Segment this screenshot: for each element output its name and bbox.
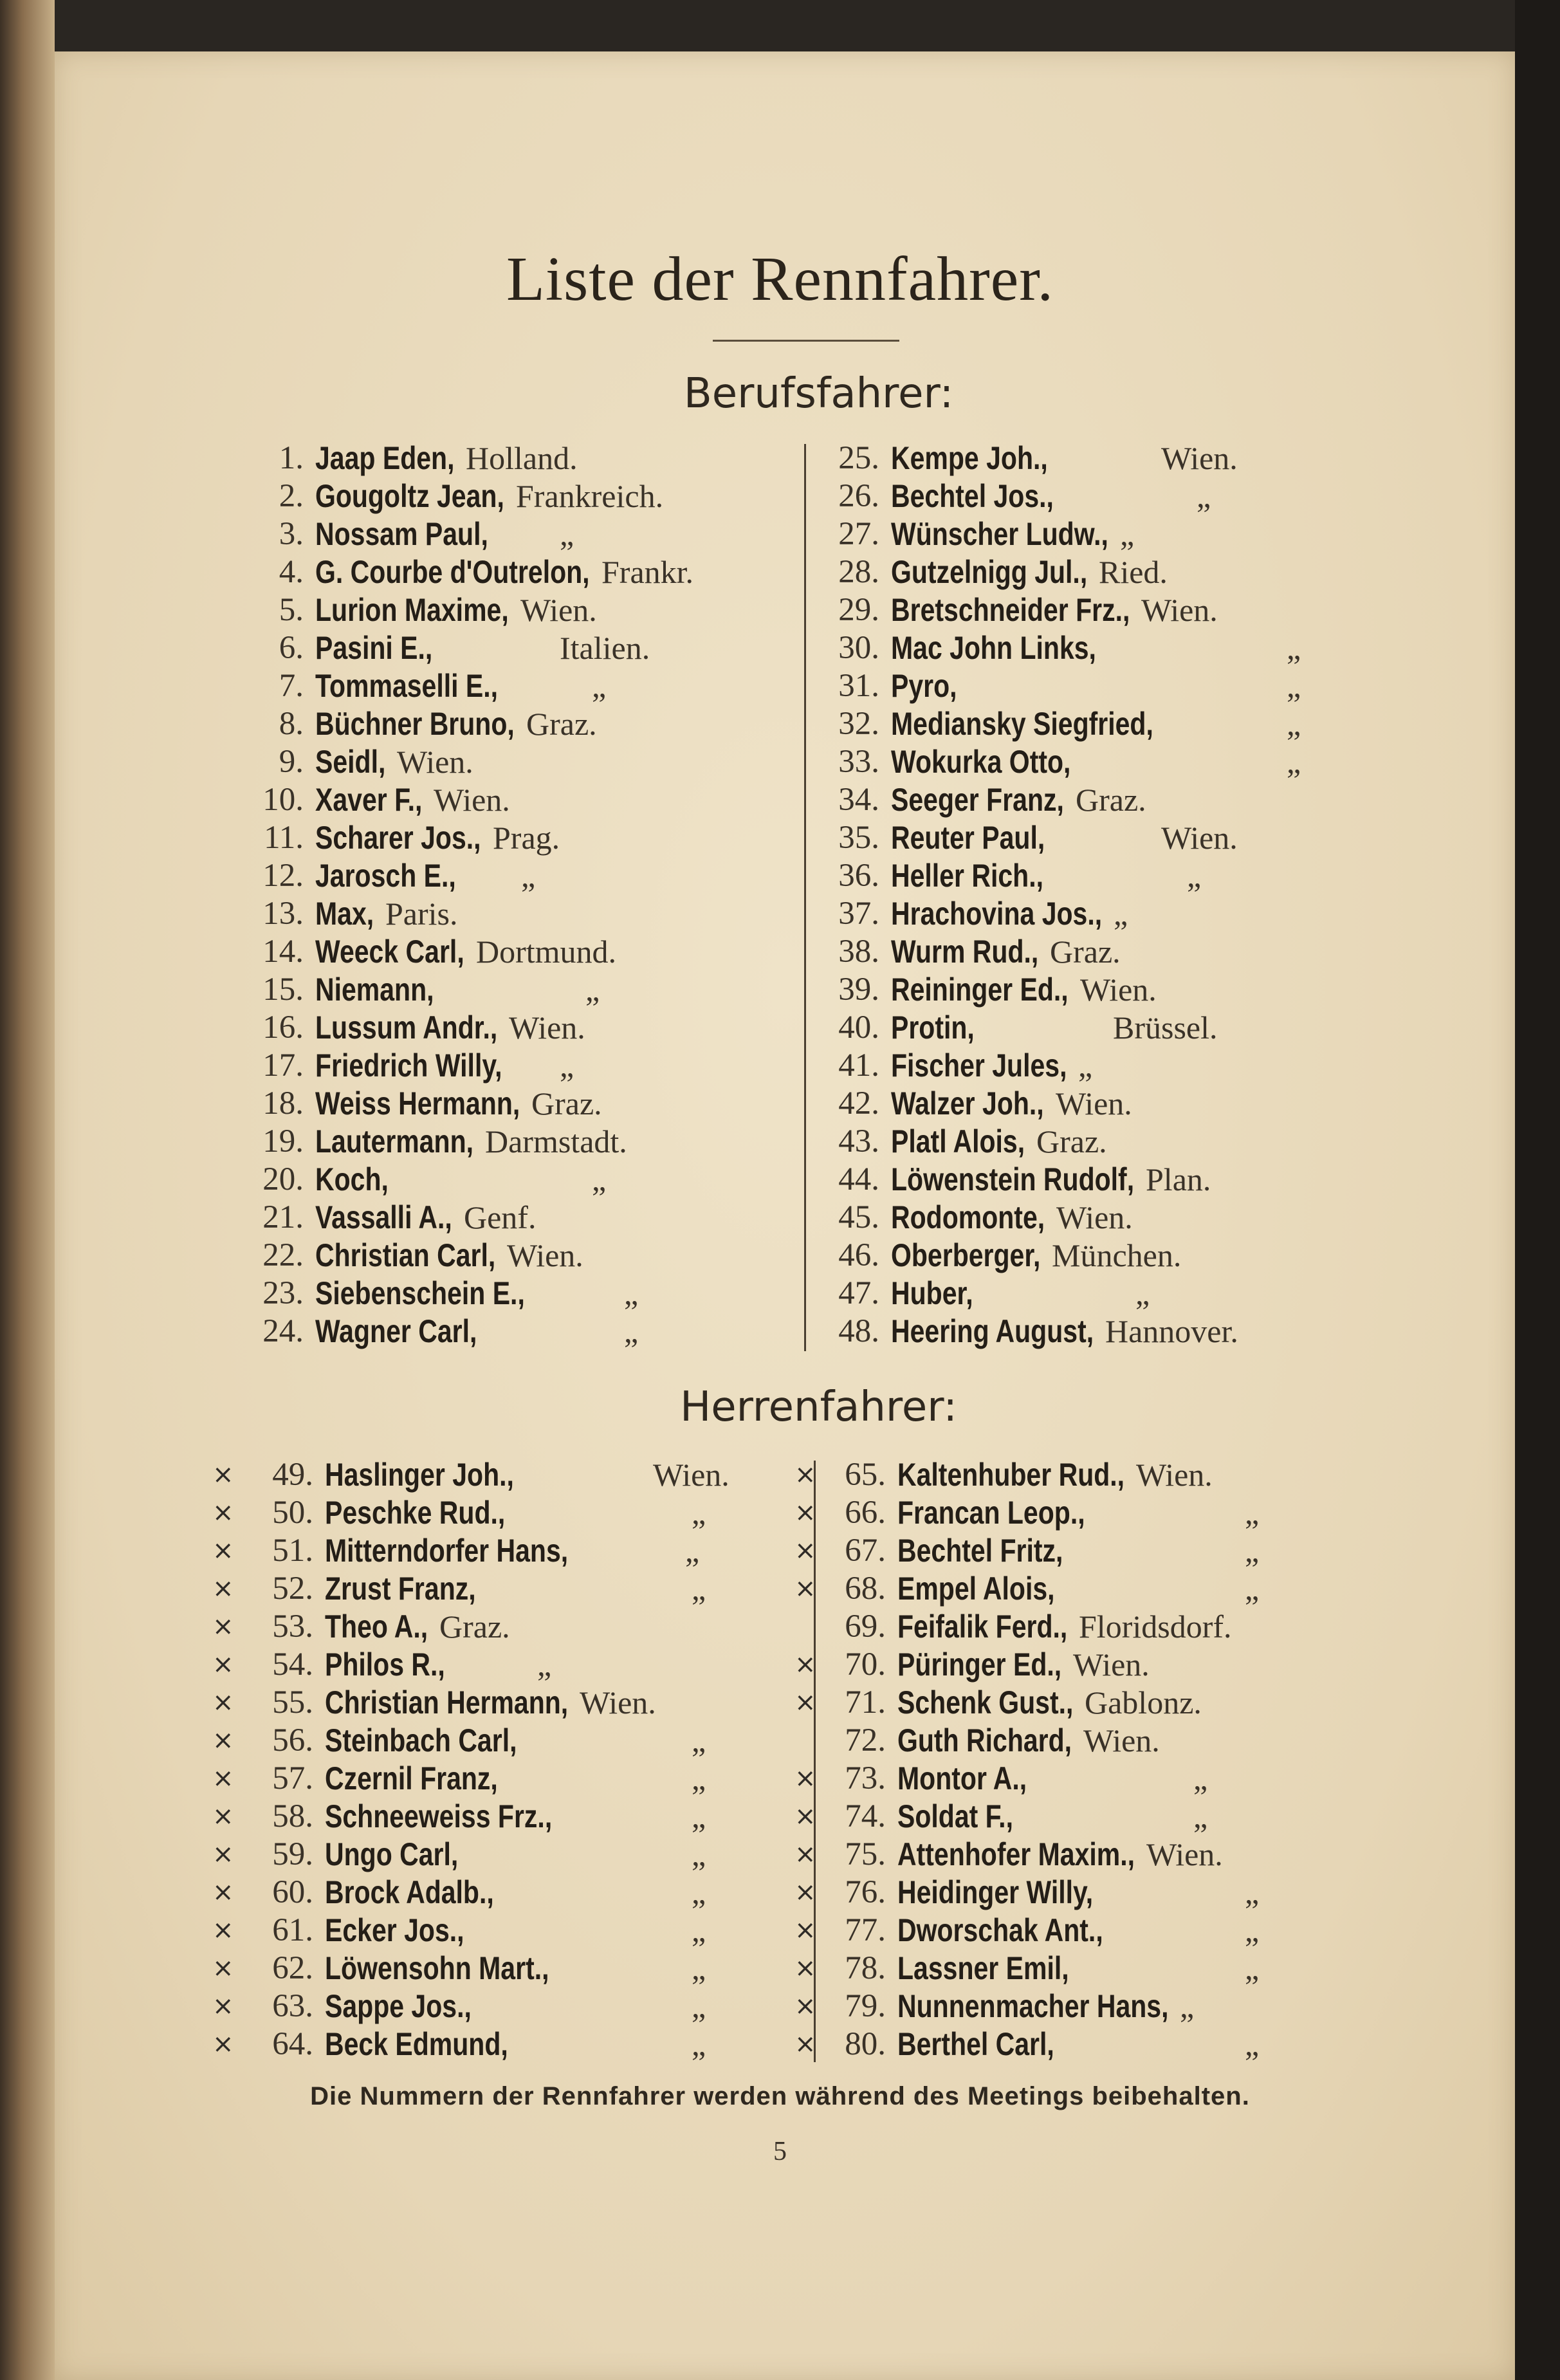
rider-location: Wien. xyxy=(1056,1085,1132,1121)
rider-location: Holland. xyxy=(466,440,578,476)
handwritten-check-mark: × xyxy=(212,1460,234,1490)
rider-name: Kaltenhuber Rud., xyxy=(897,1457,1125,1493)
rider-name: Max, xyxy=(315,896,374,932)
rider-number: 2. xyxy=(279,478,304,514)
handwritten-check-mark: × xyxy=(794,1991,816,2021)
handwritten-check-mark: × xyxy=(794,1764,816,1793)
rider-name: Christian Carl, xyxy=(315,1237,496,1273)
rider-location: Wien. xyxy=(1083,1722,1160,1758)
rider-name: Lurion Maxime, xyxy=(315,592,509,628)
rider-name: Theo A., xyxy=(325,1609,428,1645)
rider-number: 8. xyxy=(279,706,304,742)
handwritten-check-mark: × xyxy=(794,1802,816,1831)
rider-name: Jarosch E., xyxy=(315,858,456,894)
rider-location: „ xyxy=(560,1047,574,1084)
rider-number: 60. xyxy=(272,1874,313,1910)
rider-number: 22. xyxy=(262,1237,304,1273)
rider-location: „ xyxy=(692,1571,706,1607)
rider-name: Berthel Carl, xyxy=(897,2026,1054,2062)
rider-location: Wien. xyxy=(520,592,597,628)
rider-name: Walzer Joh., xyxy=(891,1085,1044,1121)
rider-location: Wien. xyxy=(653,1457,730,1493)
rider-location: „ xyxy=(692,1495,706,1531)
rider-name: Montor A., xyxy=(897,1760,1027,1796)
rider-location: Wien. xyxy=(580,1684,656,1720)
rider-number: 49. xyxy=(272,1457,313,1493)
rider-number: 71. xyxy=(845,1684,886,1720)
handwritten-check-mark: × xyxy=(794,1915,816,1945)
rider-name: Seidl, xyxy=(315,744,386,780)
rider-number: 18. xyxy=(262,1085,304,1121)
rider-number: 21. xyxy=(262,1199,304,1235)
rider-name: Philos R., xyxy=(325,1647,445,1683)
rider-location: „ xyxy=(1245,1912,1260,1948)
rider-number: 40. xyxy=(838,1010,879,1046)
rider-name: Rodomonte, xyxy=(891,1199,1045,1235)
rider-name: Gougoltz Jean, xyxy=(315,478,504,514)
rider-location: Graz. xyxy=(1050,934,1121,970)
rider-name: Attenhofer Maxim., xyxy=(897,1836,1135,1872)
rider-name: Francan Leop., xyxy=(897,1495,1085,1531)
rider-name: Guth Richard, xyxy=(897,1722,1072,1758)
rider-location: „ xyxy=(592,1161,607,1197)
rider-location: Genf. xyxy=(464,1199,537,1235)
handwritten-check-mark: × xyxy=(212,1688,234,1717)
scan-edge xyxy=(0,0,58,2380)
rider-location: Graz. xyxy=(1076,782,1146,818)
rider-name: Koch, xyxy=(315,1161,389,1197)
rider-number: 10. xyxy=(262,782,304,818)
rider-number: 57. xyxy=(272,1760,313,1796)
rider-name: Czernil Franz, xyxy=(325,1760,498,1796)
scan-background xyxy=(55,0,1515,51)
rider-location: Gablonz. xyxy=(1085,1684,1202,1720)
rider-location: „ xyxy=(1287,744,1301,780)
rider-name: Feifalik Ferd., xyxy=(897,1609,1068,1645)
rider-name: Beck Edmund, xyxy=(325,2026,508,2062)
rider-number: 35. xyxy=(838,820,879,856)
rider-name: Püringer Ed., xyxy=(897,1647,1062,1683)
rider-number: 78. xyxy=(845,1950,886,1986)
handwritten-check-mark: × xyxy=(212,1536,234,1565)
rider-name: Sappe Jos., xyxy=(325,1988,472,2024)
rider-location: „ xyxy=(1180,1988,1195,2024)
rider-number: 37. xyxy=(838,896,879,932)
rider-name: Nunnenmacher Hans, xyxy=(897,1988,1169,2024)
handwritten-check-mark: × xyxy=(794,1953,816,1983)
rider-name: Friedrich Willy, xyxy=(315,1047,502,1084)
rider-number: 16. xyxy=(262,1010,304,1046)
rider-location: Wien. xyxy=(1141,592,1218,628)
rider-name: Haslinger Joh., xyxy=(325,1457,514,1493)
rider-location: Wien. xyxy=(1161,440,1238,476)
rider-name: Mediansky Siegfried, xyxy=(891,706,1153,742)
rider-location: Italien. xyxy=(560,630,650,666)
rider-location: „ xyxy=(1245,1874,1260,1910)
section-heading-amateurs: Herrenfahrer: xyxy=(680,1383,957,1431)
rider-number: 59. xyxy=(272,1836,313,1872)
rider-location: Frankr. xyxy=(601,554,694,590)
rider-location: „ xyxy=(692,1950,706,1986)
rider-name: Lautermann, xyxy=(315,1123,474,1159)
rider-location: Ried. xyxy=(1099,554,1168,590)
handwritten-check-mark: × xyxy=(212,1802,234,1831)
rider-location: Wien. xyxy=(1056,1199,1133,1235)
rider-name: Platl Alois, xyxy=(891,1123,1025,1159)
rider-number: 67. xyxy=(845,1533,886,1569)
handwritten-check-mark: × xyxy=(212,1650,234,1679)
rider-number: 27. xyxy=(838,516,879,552)
rider-location: „ xyxy=(692,1874,706,1910)
rider-location: „ xyxy=(692,1798,706,1834)
rider-number: 3. xyxy=(279,516,304,552)
rider-name: Büchner Bruno, xyxy=(315,706,515,742)
rider-number: 30. xyxy=(838,630,879,666)
rider-location: „ xyxy=(685,1533,700,1569)
rider-number: 54. xyxy=(272,1647,313,1683)
rider-name: Ecker Jos., xyxy=(325,1912,464,1948)
rider-number: 24. xyxy=(262,1313,304,1349)
rider-name: Heering August, xyxy=(891,1313,1094,1349)
rider-name: Löwenstein Rudolf, xyxy=(891,1161,1135,1197)
rider-location: Wien. xyxy=(509,1010,585,1046)
rider-number: 26. xyxy=(838,478,879,514)
rider-number: 15. xyxy=(262,972,304,1008)
rider-location: „ xyxy=(1187,858,1202,894)
rider-name: Kempe Joh., xyxy=(891,440,1048,476)
rider-location: „ xyxy=(692,1912,706,1948)
rider-name: Gutzelnigg Jul., xyxy=(891,554,1088,590)
handwritten-check-mark: × xyxy=(794,1650,816,1679)
rider-number: 48. xyxy=(838,1313,879,1349)
rider-number: 11. xyxy=(264,820,304,856)
rider-number: 38. xyxy=(838,934,879,970)
rider-number: 50. xyxy=(272,1495,313,1531)
rider-number: 36. xyxy=(838,858,879,894)
rider-name: Wokurka Otto, xyxy=(891,744,1071,780)
rider-number: 17. xyxy=(262,1047,304,1084)
rider-number: 72. xyxy=(845,1722,886,1758)
handwritten-check-mark: × xyxy=(794,1877,816,1907)
handwritten-check-mark: × xyxy=(212,1915,234,1945)
rider-location: Hannover. xyxy=(1105,1313,1238,1349)
rider-name: Empel Alois, xyxy=(897,1571,1055,1607)
rider-name: Pasini E., xyxy=(315,630,433,666)
rider-number: 23. xyxy=(262,1275,304,1311)
rider-number: 61. xyxy=(272,1912,313,1948)
handwritten-check-mark: × xyxy=(794,2029,816,2059)
rider-number: 6. xyxy=(279,630,304,666)
rider-number: 62. xyxy=(272,1950,313,1986)
rider-location: Wien. xyxy=(397,744,473,780)
rider-location: „ xyxy=(521,858,536,894)
rider-number: 58. xyxy=(272,1798,313,1834)
rider-name: Nossam Paul, xyxy=(315,516,488,552)
rider-number: 56. xyxy=(272,1722,313,1758)
rider-name: Brock Adalb., xyxy=(325,1874,494,1910)
rider-location: Wien. xyxy=(1080,972,1157,1008)
handwritten-check-mark: × xyxy=(212,1574,234,1603)
handwritten-check-mark: × xyxy=(212,1612,234,1641)
rider-location: „ xyxy=(692,2026,706,2062)
rider-number: 28. xyxy=(838,554,879,590)
page-number: 5 xyxy=(773,2137,787,2166)
rider-location: Plan. xyxy=(1146,1161,1211,1197)
rider-number: 79. xyxy=(845,1988,886,2024)
rider-name: Wurm Rud., xyxy=(891,934,1039,970)
rider-name: Lussum Andr., xyxy=(315,1010,498,1046)
handwritten-check-mark: × xyxy=(794,1460,816,1490)
rider-number: 63. xyxy=(272,1988,313,2024)
rider-number: 1. xyxy=(279,440,304,476)
rider-name: Wagner Carl, xyxy=(315,1313,477,1349)
rider-location: München. xyxy=(1052,1237,1182,1273)
rider-location: „ xyxy=(1287,630,1301,666)
page-title: Liste der Rennfahrer. xyxy=(506,244,1054,314)
title-divider xyxy=(713,340,899,342)
rider-location: „ xyxy=(1193,1798,1208,1834)
rider-location: Graz. xyxy=(1036,1123,1107,1159)
rider-location: „ xyxy=(692,1988,706,2024)
rider-name: Heller Rich., xyxy=(891,858,1043,894)
rider-number: 55. xyxy=(272,1684,313,1720)
rider-number: 65. xyxy=(845,1457,886,1493)
rider-name: Steinbach Carl, xyxy=(325,1722,517,1758)
rider-location: „ xyxy=(1245,2026,1260,2062)
rider-location: „ xyxy=(1287,668,1301,704)
rider-name: Oberberger, xyxy=(891,1237,1041,1273)
rider-location: Wien. xyxy=(434,782,510,818)
rider-location: „ xyxy=(592,668,607,704)
rider-location: Brüssel. xyxy=(1113,1010,1218,1046)
section-heading-professionals: Berufsfahrer: xyxy=(683,370,954,418)
rider-number: 74. xyxy=(845,1798,886,1834)
rider-location: Wien. xyxy=(1073,1647,1150,1683)
rider-name: G. Courbe d'Outrelon, xyxy=(315,554,590,590)
rider-name: Zrust Franz, xyxy=(325,1571,476,1607)
handwritten-check-mark: × xyxy=(212,1498,234,1527)
rider-location: „ xyxy=(1120,516,1135,552)
rider-name: Weeck Carl, xyxy=(315,934,464,970)
rider-number: 51. xyxy=(272,1533,313,1569)
rider-location: „ xyxy=(1245,1533,1260,1569)
rider-name: Protin, xyxy=(891,1010,975,1046)
rider-name: Tommaselli E., xyxy=(315,668,499,704)
handwritten-check-mark: × xyxy=(212,1840,234,1869)
rider-location: Dortmund. xyxy=(476,934,617,970)
rider-location: Wien. xyxy=(1136,1457,1213,1493)
rider-name: Ungo Carl, xyxy=(325,1836,459,1872)
rider-number: 68. xyxy=(845,1571,886,1607)
rider-number: 53. xyxy=(272,1609,313,1645)
rider-name: Seeger Franz, xyxy=(891,782,1064,818)
rider-name: Christian Hermann, xyxy=(325,1684,569,1720)
handwritten-check-mark: × xyxy=(794,1840,816,1869)
handwritten-check-mark: × xyxy=(794,1498,816,1527)
rider-number: 31. xyxy=(838,668,879,704)
rider-name: Mac John Links, xyxy=(891,630,1096,666)
handwritten-check-mark: × xyxy=(212,1726,234,1755)
rider-location: „ xyxy=(537,1647,552,1683)
rider-name: Dworschak Ant., xyxy=(897,1912,1103,1948)
handwritten-check-mark: × xyxy=(212,1764,234,1793)
rider-number: 20. xyxy=(262,1161,304,1197)
rider-number: 5. xyxy=(279,592,304,628)
rider-number: 77. xyxy=(845,1912,886,1948)
rider-number: 52. xyxy=(272,1571,313,1607)
rider-name: Jaap Eden, xyxy=(315,440,455,476)
rider-number: 70. xyxy=(845,1647,886,1683)
rider-number: 66. xyxy=(845,1495,886,1531)
rider-number: 33. xyxy=(838,744,879,780)
rider-number: 9. xyxy=(279,744,304,780)
rider-location: Prag. xyxy=(493,820,560,856)
rider-name: Peschke Rud., xyxy=(325,1495,506,1531)
rider-number: 19. xyxy=(262,1123,304,1159)
scan-background-right xyxy=(1515,0,1560,2380)
rider-number: 64. xyxy=(272,2026,313,2062)
rider-location: „ xyxy=(560,516,574,552)
rider-location: „ xyxy=(624,1275,639,1311)
rider-location: Paris. xyxy=(385,896,458,932)
rider-number: 73. xyxy=(845,1760,886,1796)
rider-name: Pyro, xyxy=(891,668,957,704)
rider-name: Lassner Emil, xyxy=(897,1950,1069,1986)
rider-name: Hrachovina Jos., xyxy=(891,896,1103,932)
rider-location: „ xyxy=(692,1722,706,1758)
rider-name: Fischer Jules, xyxy=(891,1047,1067,1084)
rider-number: 13. xyxy=(262,896,304,932)
rider-location: „ xyxy=(1197,478,1211,514)
rider-name: Reuter Paul, xyxy=(891,820,1045,856)
rider-number: 29. xyxy=(838,592,879,628)
rider-number: 47. xyxy=(838,1275,879,1311)
rider-name: Schneeweiss Frz., xyxy=(325,1798,553,1834)
rider-number: 25. xyxy=(838,440,879,476)
rider-location: Wien. xyxy=(507,1237,583,1273)
rider-location: „ xyxy=(1287,706,1301,742)
rider-number: 41. xyxy=(838,1047,879,1084)
rider-location: Graz. xyxy=(526,706,597,742)
rider-location: „ xyxy=(1078,1047,1093,1084)
footnote: Die Nummern der Rennfahrer werden während des Meetings beibehalten. xyxy=(310,2082,1250,2110)
rider-name: Vassalli A., xyxy=(315,1199,452,1235)
rider-name: Wünscher Ludw., xyxy=(891,516,1108,552)
rider-location: Darmstadt. xyxy=(485,1123,627,1159)
rider-name: Siebenschein E., xyxy=(315,1275,525,1311)
rider-number: 34. xyxy=(838,782,879,818)
rider-name: Bechtel Fritz, xyxy=(897,1533,1063,1569)
handwritten-check-mark: × xyxy=(212,1953,234,1983)
rider-location: „ xyxy=(1135,1275,1150,1311)
rider-name: Reininger Ed., xyxy=(891,972,1069,1008)
rider-number: 14. xyxy=(262,934,304,970)
rider-location: Wien. xyxy=(1161,820,1238,856)
rider-location: Frankreich. xyxy=(516,478,664,514)
rider-number: 32. xyxy=(838,706,879,742)
rider-name: Heidinger Willy, xyxy=(897,1874,1094,1910)
rider-name: Mitterndorfer Hans, xyxy=(325,1533,569,1569)
rider-number: 39. xyxy=(838,972,879,1008)
rider-location: „ xyxy=(585,972,600,1008)
rider-location: „ xyxy=(1245,1950,1260,1986)
rider-location: „ xyxy=(692,1836,706,1872)
rider-name: Löwensohn Mart., xyxy=(325,1950,549,1986)
rider-location: „ xyxy=(1193,1760,1208,1796)
rider-name: Scharer Jos., xyxy=(315,820,481,856)
handwritten-check-mark: × xyxy=(212,1877,234,1907)
rider-name: Weiss Hermann, xyxy=(315,1085,520,1121)
rider-number: 80. xyxy=(845,2026,886,2062)
rider-location: „ xyxy=(624,1313,639,1349)
handwritten-check-mark: × xyxy=(212,2029,234,2059)
rider-number: 76. xyxy=(845,1874,886,1910)
rider-number: 12. xyxy=(262,858,304,894)
rider-number: 69. xyxy=(845,1609,886,1645)
rider-number: 4. xyxy=(279,554,304,590)
rider-name: Huber, xyxy=(891,1275,973,1311)
column-divider xyxy=(804,444,806,1351)
handwritten-check-mark: × xyxy=(794,1536,816,1565)
rider-location: Graz. xyxy=(439,1609,510,1645)
rider-location: Floridsdorf. xyxy=(1079,1609,1232,1645)
handwritten-check-mark: × xyxy=(794,1688,816,1717)
rider-location: Graz. xyxy=(531,1085,602,1121)
rider-name: Soldat F., xyxy=(897,1798,1013,1834)
rider-name: Schenk Gust., xyxy=(897,1684,1074,1720)
handwritten-check-mark: × xyxy=(794,1574,816,1603)
rider-location: Wien. xyxy=(1146,1836,1223,1872)
rider-name: Niemann, xyxy=(315,972,434,1008)
rider-number: 45. xyxy=(838,1199,879,1235)
rider-number: 44. xyxy=(838,1161,879,1197)
rider-number: 46. xyxy=(838,1237,879,1273)
rider-number: 7. xyxy=(279,668,304,704)
rider-location: „ xyxy=(1114,896,1128,932)
rider-number: 75. xyxy=(845,1836,886,1872)
rider-number: 43. xyxy=(838,1123,879,1159)
handwritten-check-mark: × xyxy=(212,1991,234,2021)
rider-name: Bretschneider Frz., xyxy=(891,592,1130,628)
rider-name: Bechtel Jos., xyxy=(891,478,1054,514)
rider-location: „ xyxy=(692,1760,706,1796)
rider-location: „ xyxy=(1245,1571,1260,1607)
rider-number: 42. xyxy=(838,1085,879,1121)
rider-location: „ xyxy=(1245,1495,1260,1531)
rider-name: Xaver F., xyxy=(315,782,423,818)
